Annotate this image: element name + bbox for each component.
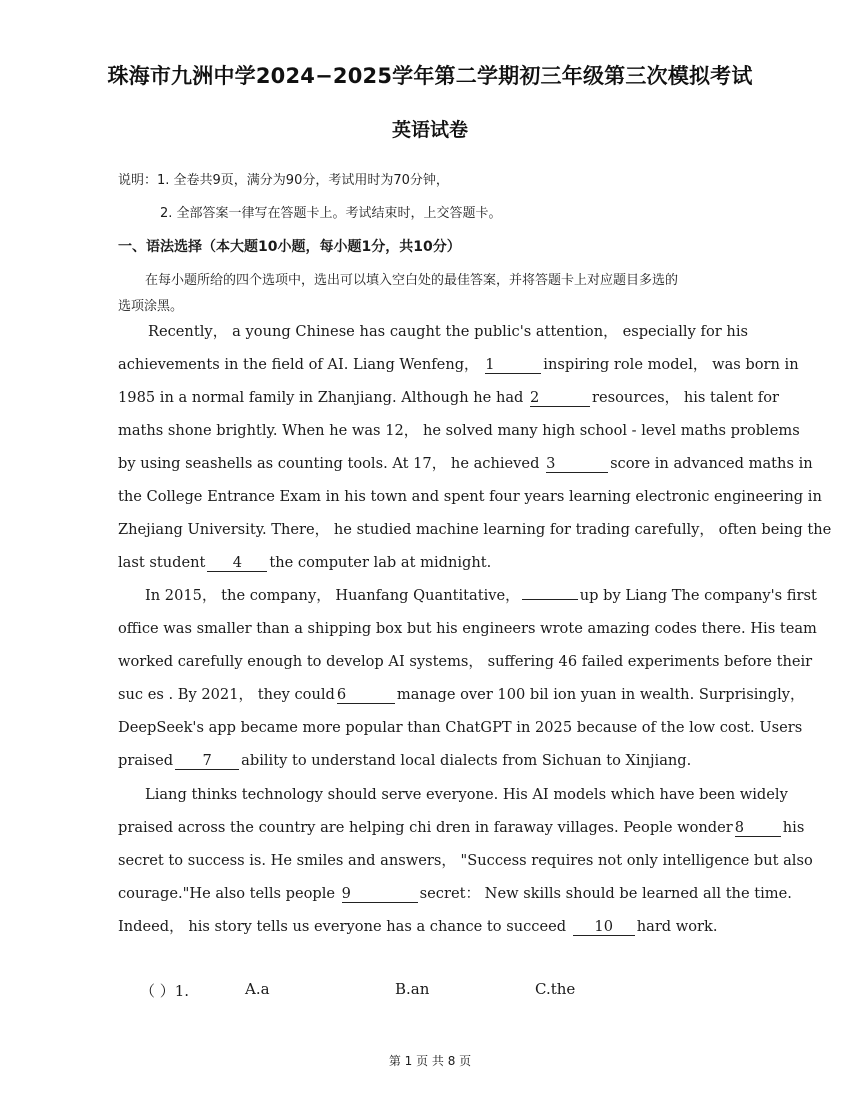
passage-text: achievements in the field of AI. Liang Wenfeng， <box>118 356 479 373</box>
blank-3: 3 <box>546 456 608 473</box>
blank-10: 10 <box>573 919 635 936</box>
passage-text: courage."He also tells people <box>118 885 336 902</box>
passage-text: In 2015， the company， Huanfang Quantitative， <box>145 587 520 604</box>
passage-text: up by Liang The company's first <box>579 587 817 604</box>
passage-line-18 <box>118 884 792 904</box>
option-c[interactable]: C.the <box>535 980 576 998</box>
passage-line-2 <box>118 355 799 375</box>
passage-text: praised across the country are helping chi dren in faraway villages. People wonder <box>118 819 733 836</box>
passage-line-11: worked carefully enough to develop AI systems， suffering 46 failed experiments before their <box>118 653 813 670</box>
passage-line-8 <box>118 553 748 573</box>
passage-line-10: office was smaller than a shipping box but his engineers wrote amazing codes there. His team <box>118 620 817 637</box>
blank-9: 9 <box>342 886 418 903</box>
blank-5 <box>522 599 578 600</box>
passage-text: resources， his talent for <box>592 389 779 406</box>
instruction-line-1: 在每小题所给的四个选项中，选出可以填入空白处的最佳答案，并将答题卡上对应题目多选的 <box>145 273 679 288</box>
passage-text: hard work. <box>636 918 718 935</box>
blank-7: 7 <box>175 753 239 770</box>
option-b[interactable]: B.an <box>395 980 430 998</box>
passage-text: the computer lab at midnight. <box>269 554 492 571</box>
passage-line-13: DeepSeek's app became more popular than ChatGPT in 2025 because of the low cost. Users <box>118 719 803 736</box>
passage-text: suc es . By 2021， they could <box>118 686 335 703</box>
passage-line-17: secret to success is. He smiles and answers， "Success requires not only intelligence but also <box>118 852 813 869</box>
blank-1: 1 <box>485 357 541 374</box>
passage-line-4: maths shone brightly. When he was 12， he solved many high school - level maths problems <box>118 422 800 439</box>
passage-line-7: Zhejiang University. There， he studied machine learning for trading carefully， often being the <box>118 521 832 538</box>
passage-text: inspiring role model， was born in <box>543 356 799 373</box>
passage-line-15: Liang thinks technology should serve everyone. His AI models which have been widely <box>145 786 788 803</box>
question-1-paren[interactable]: （ ）1. <box>140 982 190 1000</box>
blank-2: 2 <box>530 390 590 407</box>
passage-line-3 <box>118 388 779 408</box>
passage-text: secret： New skills should be learned all the time. <box>419 885 792 902</box>
option-a[interactable]: A.a <box>245 980 270 998</box>
passage-text: 1985 in a normal family in Zhanjiang. Although he had <box>118 389 524 406</box>
passage-line-1: Recently， a young Chinese has caught the public's attention， especially for his <box>148 323 748 340</box>
exam-title: 珠海市九洲中学2024−2025学年第二学期初三年级第三次模拟考试 <box>107 64 753 88</box>
passage-line-16 <box>118 818 805 838</box>
passage-line-14 <box>118 751 748 771</box>
passage-text: ability to understand local dialects from Sichuan to Xinjiang. <box>241 752 692 769</box>
section-heading: 一、语法选择（本大题10小题，每小题1分，共10分） <box>118 239 461 255</box>
page-number: 第 1 页 共 8 页 <box>388 1054 472 1068</box>
passage-line-6: the College Entrance Exam in his town and spent four years learning electronic engineering in <box>118 488 822 505</box>
blank-6: 6 <box>337 687 395 704</box>
passage-line-19 <box>118 917 748 937</box>
blank-4: 4 <box>207 555 267 572</box>
passage-line-9 <box>145 586 817 606</box>
passage-text: praised <box>118 752 174 769</box>
passage-text: Indeed， his story tells us everyone has a chance to succeed <box>118 918 567 935</box>
passage-line-5 <box>118 454 813 474</box>
passage-text: score in advanced maths in <box>610 455 813 472</box>
blank-8: 8 <box>735 820 781 837</box>
passage-text: his <box>782 819 805 836</box>
instruction-line-2: 选项涂黑。 <box>118 299 184 314</box>
passage-text: by using seashells as counting tools. At 17， he achieved <box>118 455 540 472</box>
passage-text: manage over 100 bil ion yuan in wealth. Surprisingly， <box>396 686 805 703</box>
passage-line-12 <box>118 685 805 705</box>
passage-text: last student <box>118 554 206 571</box>
note-2: 2. 全部答案一律写在答题卡上。考试结束时，上交答题卡。 <box>160 206 502 221</box>
note-1: 说明：1. 全卷共9页，满分为90分，考试用时为70分钟， <box>118 173 449 188</box>
exam-subtitle: 英语试卷 <box>391 119 468 141</box>
